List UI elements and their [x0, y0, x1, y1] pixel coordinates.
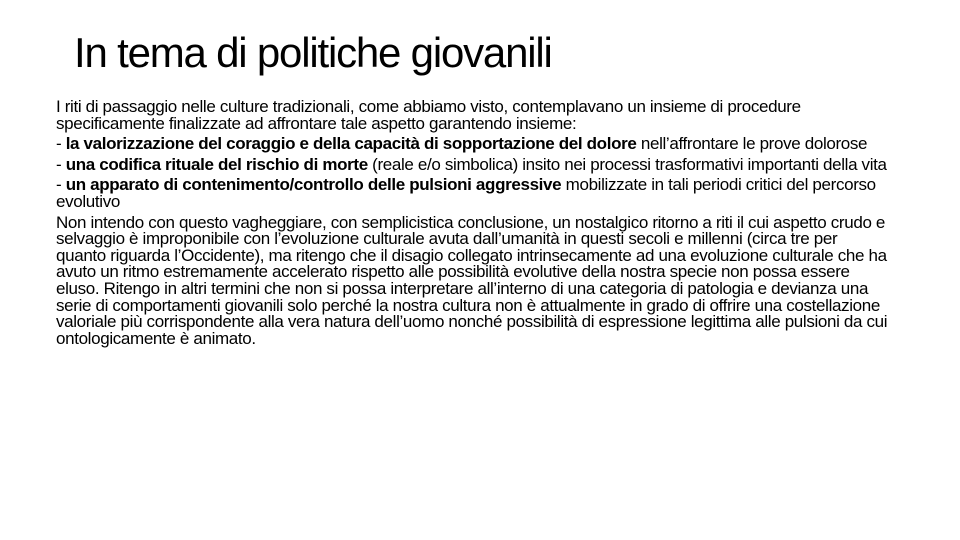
slide-title: In tema di politiche giovanili — [74, 29, 552, 76]
bullet-bold-text: un apparato di contenimento/controllo delle pulsioni aggressive — [65, 175, 562, 195]
slide-body — [56, 99, 888, 347]
bullet-text: (reale e/o simbolica) insito nei processi trasformativi importanti della vita — [367, 154, 887, 174]
bullet-dash: - — [56, 154, 66, 174]
bullet-bold-text: una codifica rituale del rischio di morte — [65, 154, 368, 174]
bullet-item-death-risk — [56, 154, 888, 174]
bullet-dash: - — [56, 175, 66, 195]
bullet-bold-text: la valorizzazione del coraggio e della capacità di sopportazione del dolore — [65, 134, 637, 154]
bullet-item-containment — [56, 177, 888, 210]
bullet-text: mobilizzate in tali periodi critici del percorso evolutivo — [56, 175, 876, 211]
intro-paragraph: I riti di passaggio nelle culture tradizionali, come abbiamo visto, contemplavano un insieme di procedure specificamente finalizzate ad affrontare tale aspetto garantendo insieme: — [56, 97, 801, 133]
closing-paragraph: Non intendo con questo vagheggiare, con semplicistica conclusione, un nostalgico ritorno a riti il cui aspetto crudo e selvaggio è improponibile con l’evoluzione culturale avuta dall’umanità in questi secoli e millenni (circa tre per quanto riguarda l’Occidente), ma ritengo che il disagio collegato intrinsecamente ad una evoluzione culturale che ha avuto un ritmo estremamente accelerato rispetto alle possibilità evolutive della nostra specie non possa essere eluso. Ritengo in altri termini che non si possa interpretare all’interno di una categoria di patologia e devianza una serie di comportamenti giovanili solo perché la nostra cultura non è attualmente in grado di offrire una costellazione valoriale più corrispondente alla vera natura dell’uomo nonché possibilità di espressione legittima alle pulsioni da cui ontologicamente è animato. — [56, 212, 888, 348]
bullet-item-courage — [56, 136, 888, 153]
bullet-dash: - — [56, 134, 66, 154]
bullet-text: nell’affrontare le prove dolorose — [636, 134, 868, 154]
